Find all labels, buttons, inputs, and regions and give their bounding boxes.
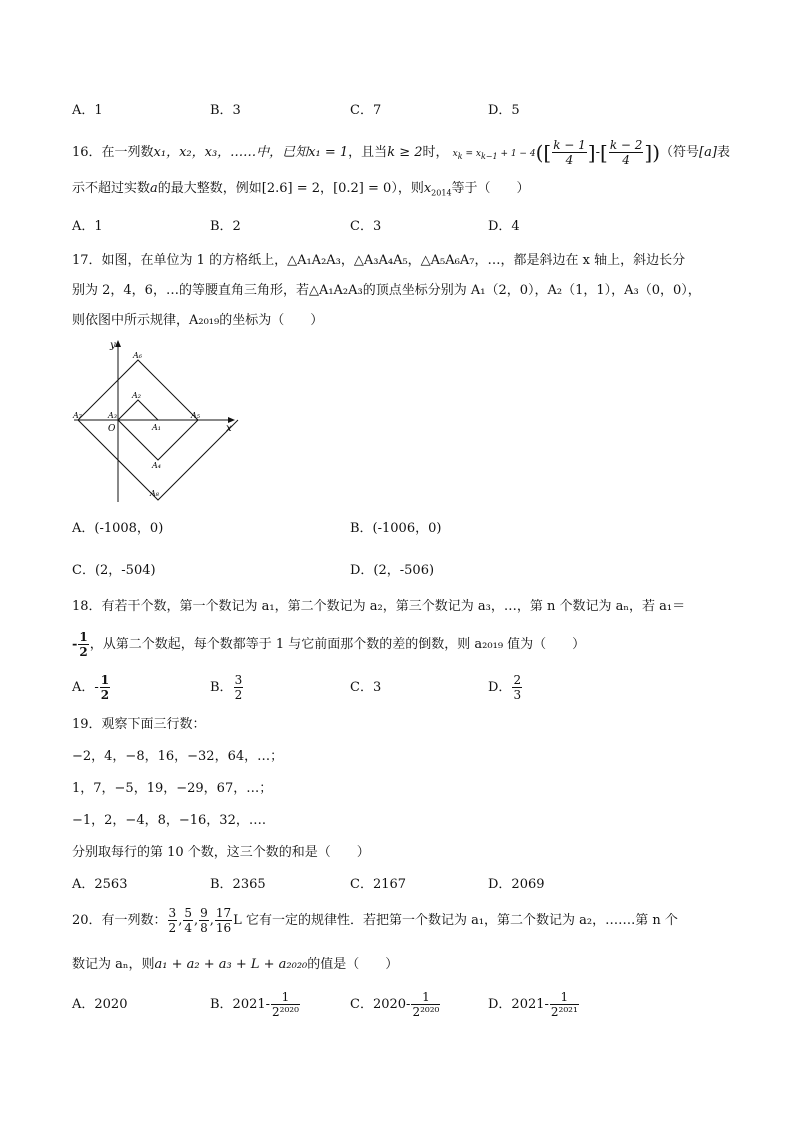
q17-option-a: A．(-1008，0) [72,521,164,536]
q16-option-d: D．4 [488,219,520,234]
q18-a1-frac: $\frac{1}{2}$ [79,630,88,659]
fig-label-y: y [110,340,116,351]
triangle-a5a6a7 [78,360,198,420]
q19-row1: −2，4，−8，16，−32，64，…； [72,749,284,764]
q20-line2: 数记为 aₙ，则a₁ + a₂ + a₃ + L + a₂₀₂₀的值是（ ） [72,957,399,972]
q18-option-a: A．- $\frac{1}{2}$ [72,673,110,702]
q20-option-c: C．2020- $\frac{1}{\text{2²⁰²⁰}}$ [350,990,440,1019]
q16-frac2: $\frac{k - 2}{4}$ [609,138,643,167]
q20-option-b: B．2021- $\frac{1}{\text{2²⁰²⁰}}$ [210,990,299,1019]
q17-option-d: D．(2，-506) [350,563,435,578]
q16-option-c: C．3 [350,219,382,234]
q16-suffix: （符号 [660,145,700,160]
q16-prefix: 16．在一列数 [72,145,154,160]
q16-given: x₁ = 1 [308,145,349,160]
fig-label-a7: A₇ [73,411,82,420]
q16-formula: $x_k = x_{k-1} + 1 - 4$ [452,149,536,161]
q16-mid: ，且当 [348,145,388,160]
q15-option-a: A．1 [72,103,103,118]
q19-row3: −1，2，−4，8，−16，32，…. [72,813,266,828]
fig-label-x: x [226,423,232,434]
q17-option-b: B．(-1006，0) [350,521,442,536]
q16-seq: x₁，x₂，x₃，……中，已知 [153,145,309,160]
fig-label-a6: A₆ [133,351,142,360]
q16-line1: 16．在一列数x₁，x₂，x₃，……中，已知x₁ = 1，且当k ≥ 2时， $x_k = x_{k-1} + 1 - 4$([ $\frac{k - 1}{4}$ ]-[ $\frac{k - 2}{4}$ ])（符号[a]表 [72,138,730,167]
q17-line3: 则依图中所示规律，A₂₀₁₉的坐标为（ ） [72,313,324,328]
q20-option-a: A．2020 [72,997,128,1012]
fig-label-a3: A₃ [108,411,117,420]
q19-option-a: A．2563 [72,877,128,892]
q17-figure [72,338,242,506]
q16-line2: 示不超过实数a的最大整数，例如[2.6] = 2，[0.2] = 0），则$x_{2014}$等于（ ） [72,181,530,198]
fig-label-a1: A₁ [152,423,161,432]
q16-end: 表 [716,145,730,160]
q15-option-d: D．5 [488,103,520,118]
triangle-a1a2a3 [118,400,158,420]
q16-frac1: $\frac{k - 1}{4}$ [553,138,586,167]
y-axis-arrow [115,340,121,347]
fig-label-o: O [108,424,116,434]
q17-line2: 别为 2，4，6，…的等腰直角三角形，若△A₁A₂A₃的顶点坐标分别为 A₁（2，0），A₂（1，1），A₃（0，0）， [72,283,701,298]
q19-row2: 1，7，−5，19，−29，67，…； [72,781,273,796]
q16-option-a: A．1 [72,219,103,234]
q18-option-c: C．3 [350,680,382,695]
fig-label-a8: A₈ [150,489,159,498]
q18-line2: - $\frac{1}{2}$ ，从第二个数起，每个数都等于 1 与它前面那个数的差的倒数，则 a₂₀₁₉ 值为（ ） [72,630,586,659]
q18-option-d: D． $\frac{2}{3}$ [488,673,522,702]
q19-title: 19．观察下面三行数： [72,717,206,732]
q19-option-d: D．2069 [488,877,545,892]
q16-symbol: [a] [699,145,717,160]
q20-line1: 20．有一列数： $\frac{3}{2}$ , $\frac{5}{4}$ , $\frac{9}{8}$ , $\frac{17}{16}$ L 它有一定的规律性．若把第一个数记为 a₁，第二个数记为 a₂，…….第 n 个 [72,906,678,935]
fig-label-a5: A₅ [191,411,200,420]
q18-line1: 18．有若干个数，第一个数记为 a₁，第二个数记为 a₂，第三个数记为 a₃，…，第 n 个数记为 aₙ，若 a₁＝ [72,599,686,614]
q19-option-b: B．2365 [210,877,266,892]
q20-option-d: D．2021- $\frac{1}{\text{2²⁰²¹}}$ [488,990,578,1019]
q16-when: 时， [422,145,449,160]
q19-ask: 分别取每行的第 10 个数，这三个数的和是（ ） [72,845,370,860]
q19-option-c: C．2167 [350,877,407,892]
q16-option-b: B．2 [210,219,241,234]
q17-line1: 17．如图，在单位为 1 的方格纸上，△A₁A₂A₃，△A₃A₄A₅，△A₅A₆A₇，…，都是斜边在 x 轴上，斜边长分 [72,253,686,268]
q17-option-c: C．(2，-504) [72,563,156,578]
fig-label-a2: A₂ [132,391,141,400]
q15-option-b: B．3 [210,103,241,118]
q15-option-c: C．7 [350,103,382,118]
q16-cond: k ≥ 2 [387,145,423,160]
fig-label-a4: A₄ [152,461,161,470]
q18-option-b: B． $\frac{3}{2}$ [210,673,243,702]
